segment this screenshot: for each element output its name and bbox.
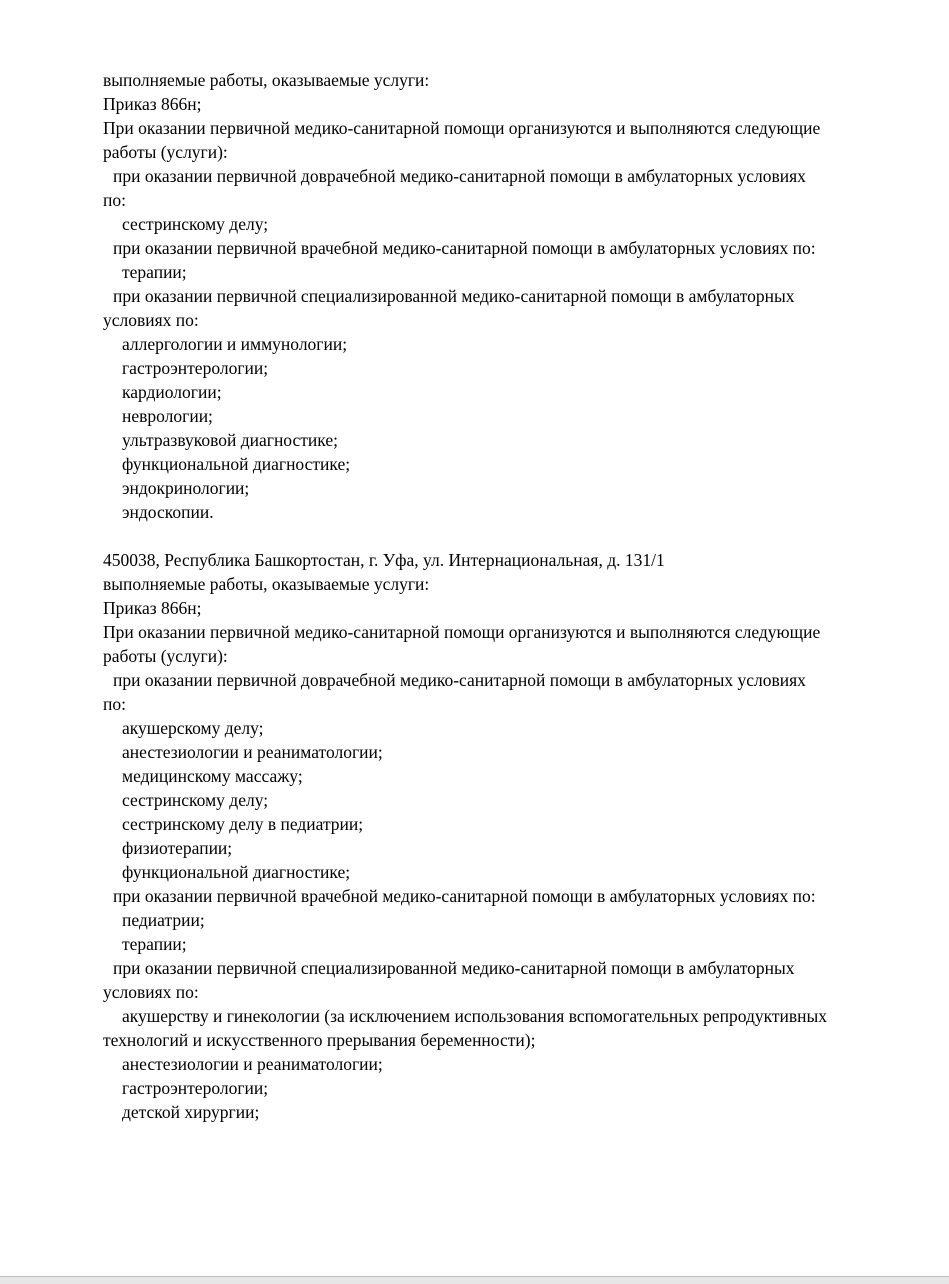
document-line: При оказании первичной медико-санитарной помощи организуются и выполняются следующие: [103, 118, 821, 138]
document-line: функциональной диагностике;: [122, 862, 351, 882]
document-line: анестезиологии и реаниматологии;: [122, 742, 383, 762]
document-body: [103, 68, 827, 1124]
document-line: работы (услуги):: [103, 142, 228, 162]
document-line: технологий и искусственного прерывания беременности);: [103, 1030, 536, 1050]
document-line: сестринскому делу;: [122, 214, 269, 234]
document-line: эндоскопии.: [122, 502, 214, 522]
document-line: кардиологии;: [122, 382, 222, 402]
document-line: по:: [103, 694, 126, 714]
document-line: детской хирургии;: [122, 1102, 260, 1122]
document-line: акушерскому делу;: [122, 718, 264, 738]
document-line: при оказании первичной врачебной медико-санитарной помощи в амбулаторных условиях по:: [113, 886, 816, 906]
document-line: 450038, Республика Башкортостан, г. Уфа, ул. Интернациональная, д. 131/1: [103, 550, 665, 570]
document-line: физиотерапии;: [122, 838, 233, 858]
document-line: неврологии;: [122, 406, 213, 426]
document-line: медицинскому массажу;: [122, 766, 303, 786]
document-line: условиях по:: [103, 982, 199, 1002]
document-line: Приказ 866н;: [103, 94, 202, 114]
document-line: При оказании первичной медико-санитарной помощи организуются и выполняются следующие: [103, 622, 821, 642]
document-line: терапии;: [122, 934, 187, 954]
document-line: при оказании первичной специализированной медико-санитарной помощи в амбулаторных: [113, 958, 795, 978]
document-line: сестринскому делу в педиатрии;: [122, 814, 364, 834]
document-line: выполняемые работы, оказываемые услуги:: [103, 574, 430, 594]
document-line: акушерству и гинекологии (за исключением использования вспомогательных репродуктивных: [122, 1006, 828, 1026]
document-line: функциональной диагностике;: [122, 454, 351, 474]
document-line: гастроэнтерологии;: [122, 358, 269, 378]
document-line: по:: [103, 190, 126, 210]
document-line: при оказании первичной доврачебной медико-санитарной помощи в амбулаторных условиях: [113, 166, 806, 186]
document-section: [103, 548, 827, 1124]
document-line: аллергологии и иммунологии;: [122, 334, 348, 354]
document-line: сестринскому делу;: [122, 790, 269, 810]
document-line: при оказании первичной доврачебной медико-санитарной помощи в амбулаторных условиях: [113, 670, 806, 690]
document-line: эндокринологии;: [122, 478, 250, 498]
document-line: при оказании первичной специализированной медико-санитарной помощи в амбулаторных: [113, 286, 795, 306]
document-line: выполняемые работы, оказываемые услуги:: [103, 70, 430, 90]
horizontal-scrollbar[interactable]: [0, 1276, 949, 1284]
document-line: педиатрии;: [122, 910, 205, 930]
document-line: терапии;: [122, 262, 187, 282]
document-line: анестезиологии и реаниматологии;: [122, 1054, 383, 1074]
document-line: Приказ 866н;: [103, 598, 202, 618]
document-line: работы (услуги):: [103, 646, 228, 666]
document-line: условиях по:: [103, 310, 199, 330]
document-line: гастроэнтерологии;: [122, 1078, 269, 1098]
document-line: при оказании первичной врачебной медико-санитарной помощи в амбулаторных условиях по:: [113, 238, 816, 258]
document-line: ультразвуковой диагностике;: [122, 430, 338, 450]
document-section: [103, 68, 827, 524]
